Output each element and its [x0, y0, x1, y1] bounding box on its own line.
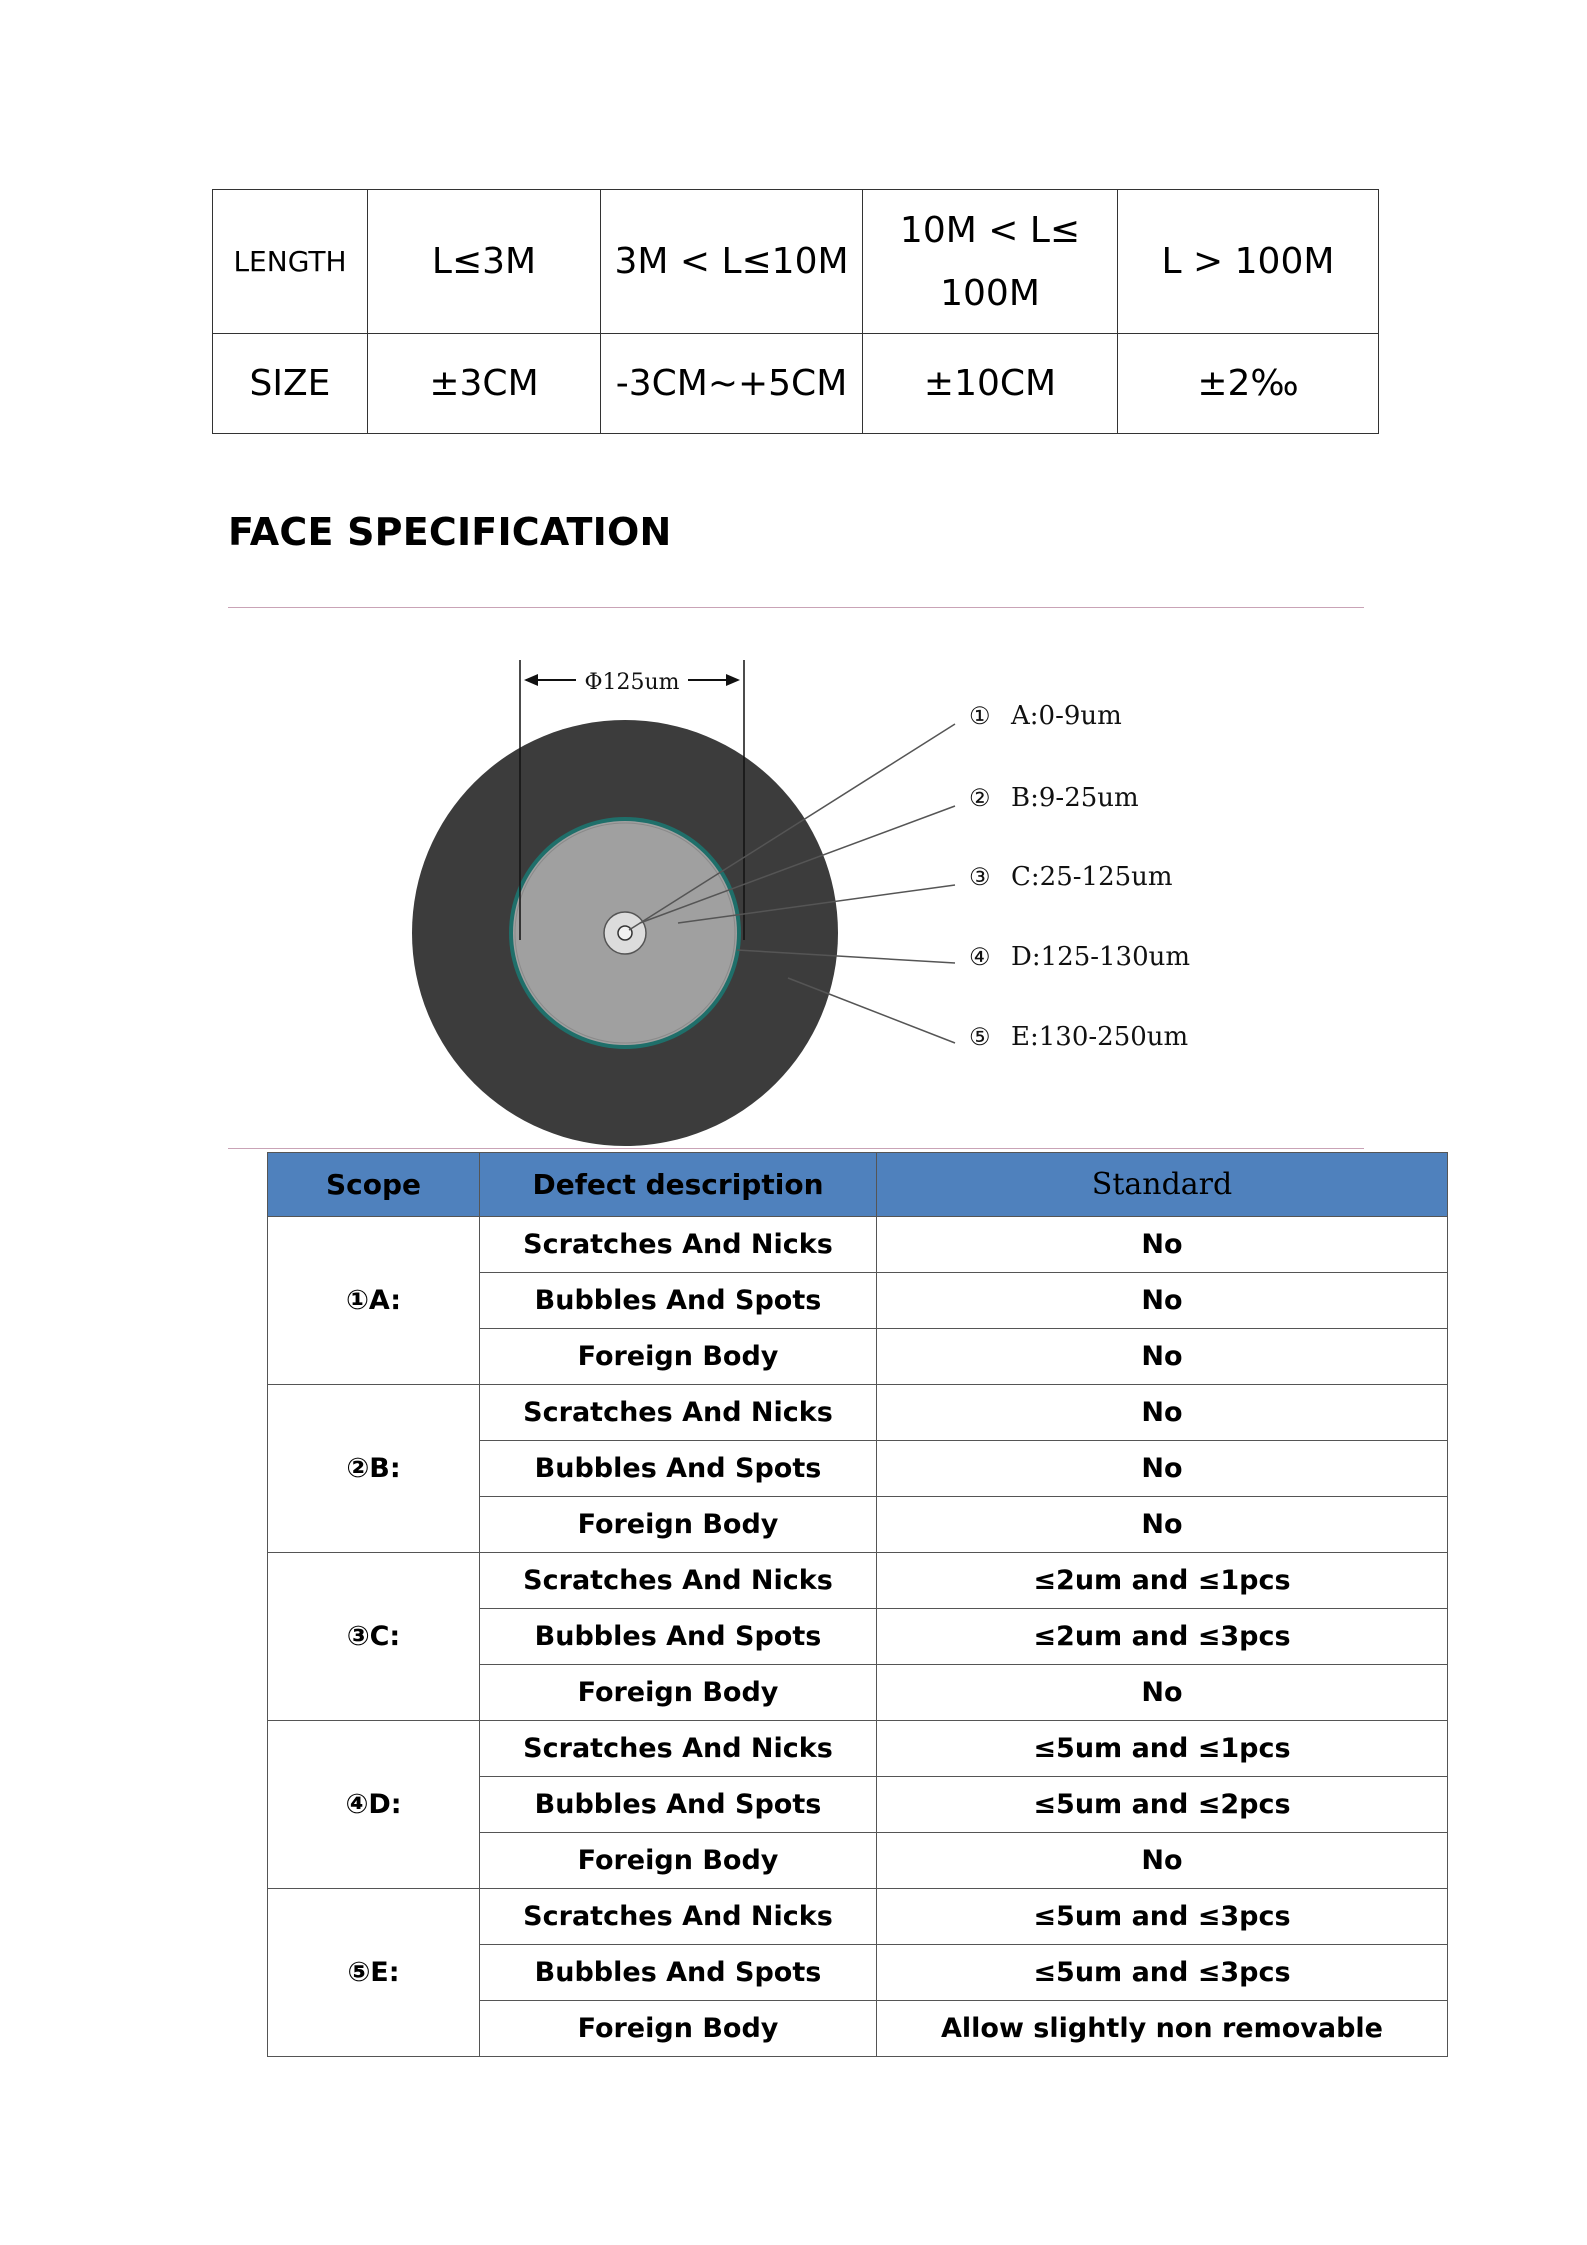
defect-standard-table [267, 1152, 1448, 2057]
table-row [268, 1217, 1448, 1273]
arrow-left-icon [524, 674, 538, 686]
zone-num: ⑤ [969, 1023, 991, 1051]
defect-cell: Scratches And Nicks [480, 1889, 877, 1945]
section-title: FACE SPECIFICATION [228, 510, 672, 554]
size-cell: ±3CM [368, 334, 601, 434]
diameter-label: Φ125um [584, 670, 680, 695]
table-row [268, 1553, 1448, 1609]
scope-cell: ④D: [268, 1721, 480, 1889]
divider [228, 1148, 1364, 1149]
defect-cell: Foreign Body [480, 1665, 877, 1721]
zone-num: ② [969, 784, 991, 812]
size-cell: ±2‰ [1118, 334, 1379, 434]
table-row [268, 1889, 1448, 1945]
zone-label: E:130-250um [1011, 1022, 1189, 1052]
zone-a-core [618, 926, 632, 940]
defect-cell: Foreign Body [480, 1329, 877, 1385]
arrow-right-icon [726, 674, 740, 686]
scope-cell: ①A: [268, 1217, 480, 1385]
defect-cell: Scratches And Nicks [480, 1385, 877, 1441]
length-cell: 10M < L≤ 100M [863, 190, 1118, 334]
defect-cell: Scratches And Nicks [480, 1721, 877, 1777]
size-row-label: SIZE [213, 334, 368, 434]
standard-cell: No [877, 1833, 1448, 1889]
zone-label: B:9-25um [1011, 783, 1139, 813]
defect-cell: Bubbles And Spots [480, 1945, 877, 2001]
standard-cell: ≤5um and ≤2pcs [877, 1777, 1448, 1833]
defect-cell: Scratches And Nicks [480, 1553, 877, 1609]
header-row [268, 1153, 1448, 1217]
zone-num: ① [969, 702, 991, 730]
size-row [213, 334, 1379, 434]
defect-cell: Foreign Body [480, 1833, 877, 1889]
standard-cell: No [877, 1441, 1448, 1497]
standard-cell: ≤5um and ≤1pcs [877, 1721, 1448, 1777]
header-scope: Scope [268, 1153, 480, 1217]
standard-cell: ≤5um and ≤3pcs [877, 1945, 1448, 2001]
standard-cell: No [877, 1273, 1448, 1329]
divider [228, 607, 1364, 608]
length-row-label: LENGTH [213, 190, 368, 334]
zone-label: D:125-130um [1011, 942, 1191, 972]
defect-cell: Scratches And Nicks [480, 1217, 877, 1273]
defect-cell: Bubbles And Spots [480, 1609, 877, 1665]
standard-cell: No [877, 1217, 1448, 1273]
size-cell: ±10CM [863, 334, 1118, 434]
zone-num: ③ [969, 863, 991, 891]
length-cell: 3M < L≤10M [601, 190, 863, 334]
standard-cell: No [877, 1497, 1448, 1553]
fiber-end-face-diagram [380, 640, 1280, 1150]
standard-cell: No [877, 1385, 1448, 1441]
defect-cell: Foreign Body [480, 1497, 877, 1553]
length-cell: L≤3M [368, 190, 601, 334]
size-cell: -3CM~+5CM [601, 334, 863, 434]
standard-cell: Allow slightly non removable [877, 2001, 1448, 2057]
standard-cell: No [877, 1329, 1448, 1385]
scope-cell: ③C: [268, 1553, 480, 1721]
scope-cell: ②B: [268, 1385, 480, 1553]
header-standard: Standard [877, 1153, 1448, 1217]
defect-cell: Bubbles And Spots [480, 1777, 877, 1833]
length-cell: L > 100M [1118, 190, 1379, 334]
defect-cell: Foreign Body [480, 2001, 877, 2057]
header-defect: Defect description [480, 1153, 877, 1217]
standard-cell: ≤2um and ≤3pcs [877, 1609, 1448, 1665]
standard-cell: ≤2um and ≤1pcs [877, 1553, 1448, 1609]
length-row [213, 190, 1379, 334]
zone-num: ④ [969, 943, 991, 971]
defect-cell: Bubbles And Spots [480, 1441, 877, 1497]
table-row [268, 1385, 1448, 1441]
defect-cell: Bubbles And Spots [480, 1273, 877, 1329]
table-row [268, 1721, 1448, 1777]
zone-label: A:0-9um [1011, 701, 1122, 731]
length-tolerance-table [212, 189, 1379, 434]
standard-cell: ≤5um and ≤3pcs [877, 1889, 1448, 1945]
scope-cell: ⑤E: [268, 1889, 480, 2057]
zone-labels [969, 701, 1190, 1052]
zone-label: C:25-125um [1011, 862, 1173, 892]
standard-cell: No [877, 1665, 1448, 1721]
